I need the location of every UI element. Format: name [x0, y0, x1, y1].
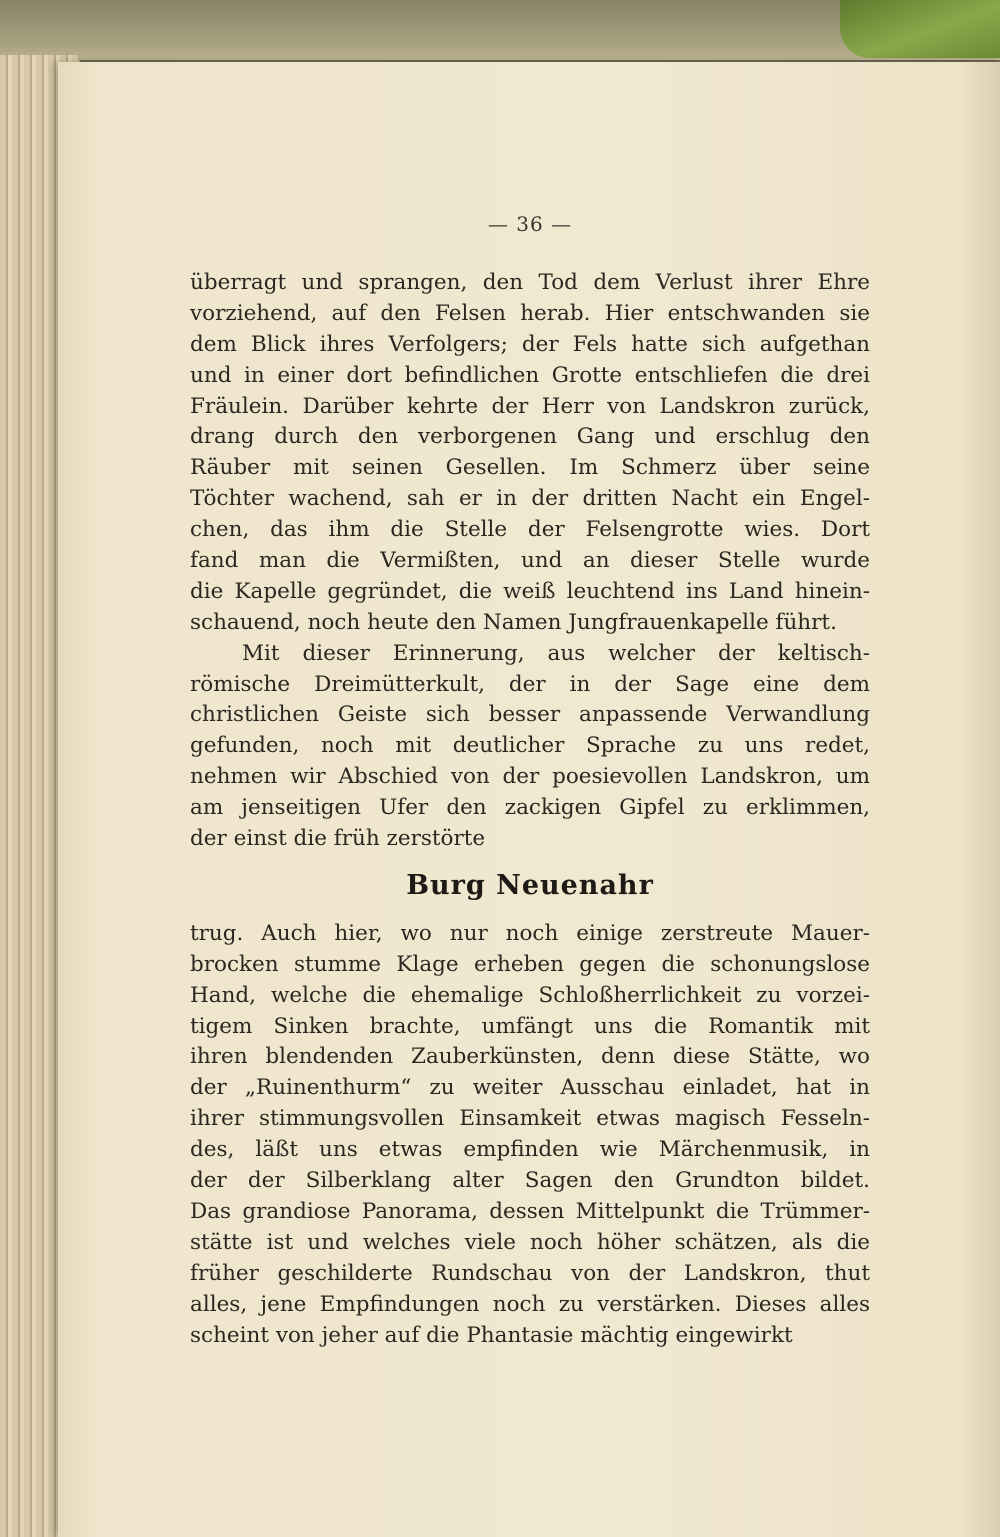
text-line: ihren blendenden Zauberkünsten, denn diese Stätte, wo: [190, 1044, 870, 1070]
text-line: fand man die Vermißten, und an dieser Stelle wurde: [190, 548, 870, 574]
text-line: Räuber mit seinen Gesellen. Im Schmerz über seine: [190, 455, 870, 481]
text-line: Das grandiose Panorama, dessen Mittelpunkt die Trümmer-: [190, 1198, 870, 1224]
page-content: [190, 212, 870, 1351]
page-number: — 36 —: [487, 212, 573, 236]
text-line: Hand, welche die ehemalige Schloßherrlichkeit zu vorzei-: [190, 982, 870, 1008]
text-line: und in einer dort befindlichen Grotte entschliefen die drei: [190, 362, 870, 388]
text-line: am jenseitigen Ufer den zackigen Gipfel zu erklimmen,: [190, 795, 870, 821]
text-line: der „Ruinenthurm“ zu weiter Ausschau einladet, hat in: [190, 1075, 870, 1101]
text-line: scheint von jeher auf die Phantasie mächtig eingewirkt: [190, 1322, 793, 1348]
text-line: früher geschilderte Rundschau von der Landskron, thut: [190, 1260, 870, 1286]
text-line: tigem Sinken brachte, umfängt uns die Romantik mit: [190, 1013, 870, 1039]
section-heading: Burg Neuenahr: [406, 869, 654, 901]
text-line: gefunden, noch mit deutlicher Sprache zu uns redet,: [190, 733, 870, 759]
paragraph-2: [190, 639, 870, 855]
text-line: römische Dreimütterkult, der in der Sage eine dem: [190, 671, 870, 697]
text-line: des, läßt uns etwas empfinden wie Märchenmusik, in: [190, 1137, 870, 1163]
text-line: christlichen Geiste sich besser anpassende Verwandlung: [190, 702, 870, 728]
text-line: der der Silberklang alter Sagen den Grundton bildet.: [190, 1168, 870, 1194]
text-line: alles, jene Empfindungen noch zu verstärken. Dieses alles: [190, 1291, 870, 1317]
text-line: die Kapelle gegründet, die weiß leuchtend ins Land hinein-: [190, 578, 870, 604]
text-line: Mit dieser Erinnerung, aus welcher der keltisch-: [242, 640, 870, 666]
text-line: vorziehend, auf den Felsen herab. Hier entschwanden sie: [190, 300, 870, 326]
bookmark-ribbon: [840, 0, 1000, 58]
text-line: dem Blick ihres Verfolgers; der Fels hatte sich aufgethan: [190, 331, 870, 357]
text-line: chen, das ihm die Stelle der Felsengrotte wies. Dort: [190, 517, 870, 543]
text-line: schauend, noch heute den Namen Jungfrauenkapelle führt.: [190, 609, 837, 635]
text-line: ihrer stimmungsvollen Einsamkeit etwas magisch Fesseln-: [190, 1106, 870, 1132]
page-shadow: [960, 62, 1000, 1537]
text-line: trug. Auch hier, wo nur noch einige zerstreute Mauer-: [190, 920, 870, 946]
paragraph-3: [190, 919, 870, 1351]
text-line: überragt und sprangen, den Tod dem Verlust ihrer Ehre: [190, 270, 870, 295]
text-line: der einst die früh zerstörte: [190, 826, 486, 852]
text-line: nehmen wir Abschied von der poesievollen Landskron, um: [190, 764, 870, 790]
text-line: drang durch den verborgenen Gang und erschlug den: [190, 424, 870, 450]
text-line: stätte ist und welches viele noch höher schätzen, als die: [190, 1229, 870, 1255]
text-line: Töchter wachend, sah er in der dritten Nacht ein Engel-: [190, 486, 870, 512]
text-line: brocken stumme Klage erheben gegen die schonungslose: [190, 951, 870, 977]
paragraph-1: [190, 268, 870, 639]
text-line: Fräulein. Darüber kehrte der Herr von Landskron zurück,: [190, 393, 870, 419]
